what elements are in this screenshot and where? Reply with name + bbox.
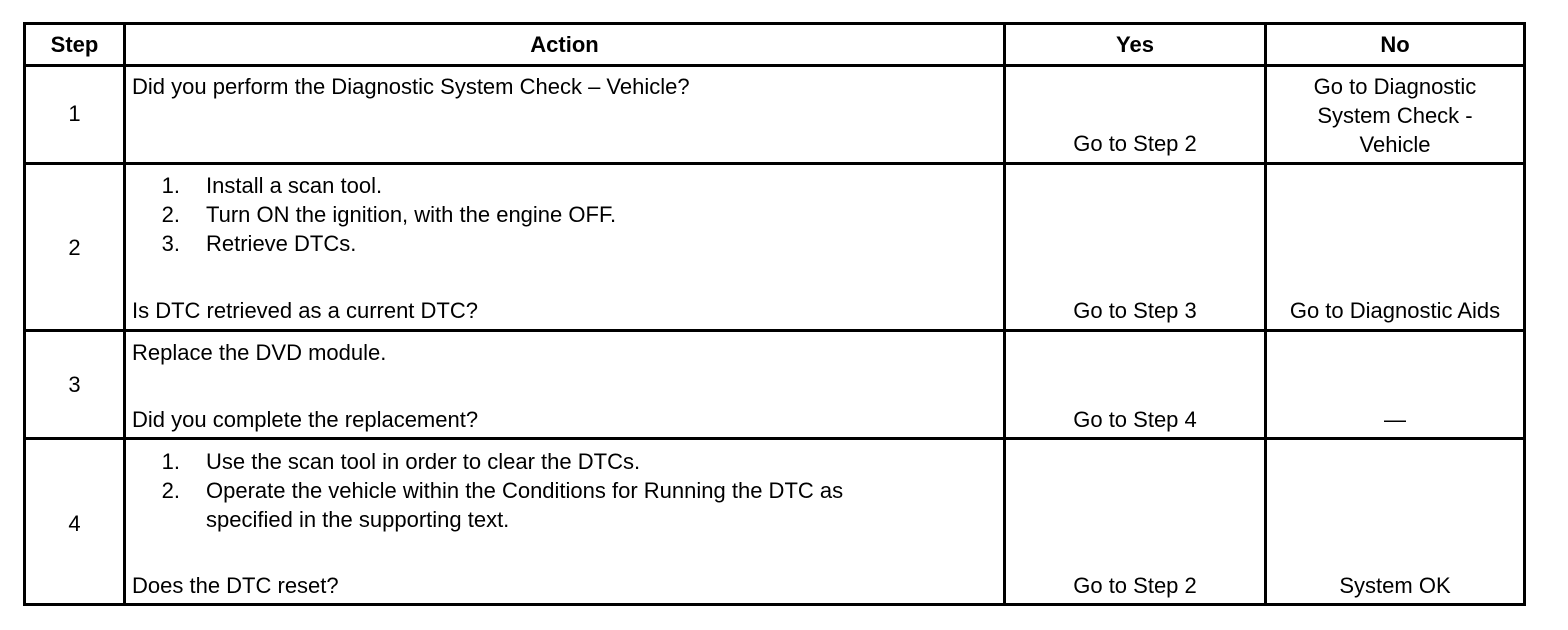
row-divider [26,329,1523,332]
diagnostic-table [23,22,1526,606]
header-no: No [1380,32,1410,57]
yes-link[interactable]: Go to Step 2 [1073,131,1197,156]
yes-link[interactable]: Go to Step 2 [1073,573,1197,598]
list-item-text: Retrieve DTCs. [206,231,357,256]
list-item-text: Turn ON the ignition, with the engine OFF. [206,202,617,227]
no-link[interactable] [1267,72,1523,159]
step-number: 3 [68,372,81,397]
yes-link[interactable]: Go to Step 3 [1073,298,1197,323]
row-divider [26,64,1523,67]
list-item-text: Install a scan tool. [206,173,383,198]
no-link-line: Go to Diagnostic [1313,74,1477,99]
list-item-text: Use the scan tool in order to clear the DTCs. [206,449,641,474]
list-item-text: Operate the vehicle within the Conditions for Running the DTC as [206,478,844,503]
list-item-number: 1. [161,173,180,198]
step-number: 1 [68,101,81,126]
list-item-number: 1. [161,449,180,474]
row-divider [26,162,1523,165]
no-link-line: Vehicle [1359,132,1431,157]
column-divider [123,25,126,603]
yes-link[interactable]: Go to Step 4 [1073,407,1197,432]
step-number: 2 [68,235,81,260]
no-result: System OK [1339,573,1451,598]
header-action: Action [530,32,599,57]
no-dash: — [1384,407,1406,432]
list-item-text: specified in the supporting text. [206,507,510,532]
no-link[interactable]: Go to Diagnostic Aids [1289,298,1501,323]
action-instruction: Replace the DVD module. [132,340,387,365]
header-step: Step [50,32,99,57]
list-item-number: 2. [161,202,180,227]
action-question: Did you complete the replacement? [132,407,479,432]
step-number: 4 [68,511,81,536]
list-item-number: 3. [161,231,180,256]
action-question: Does the DTC reset? [132,573,339,598]
action-question: Is DTC retrieved as a current DTC? [132,298,478,323]
header-yes: Yes [1116,32,1154,57]
action-question: Did you perform the Diagnostic System Check – Vehicle? [132,74,690,99]
no-link-line: System Check - [1317,103,1473,128]
row-divider [26,437,1523,440]
list-item-number: 2. [161,478,180,503]
